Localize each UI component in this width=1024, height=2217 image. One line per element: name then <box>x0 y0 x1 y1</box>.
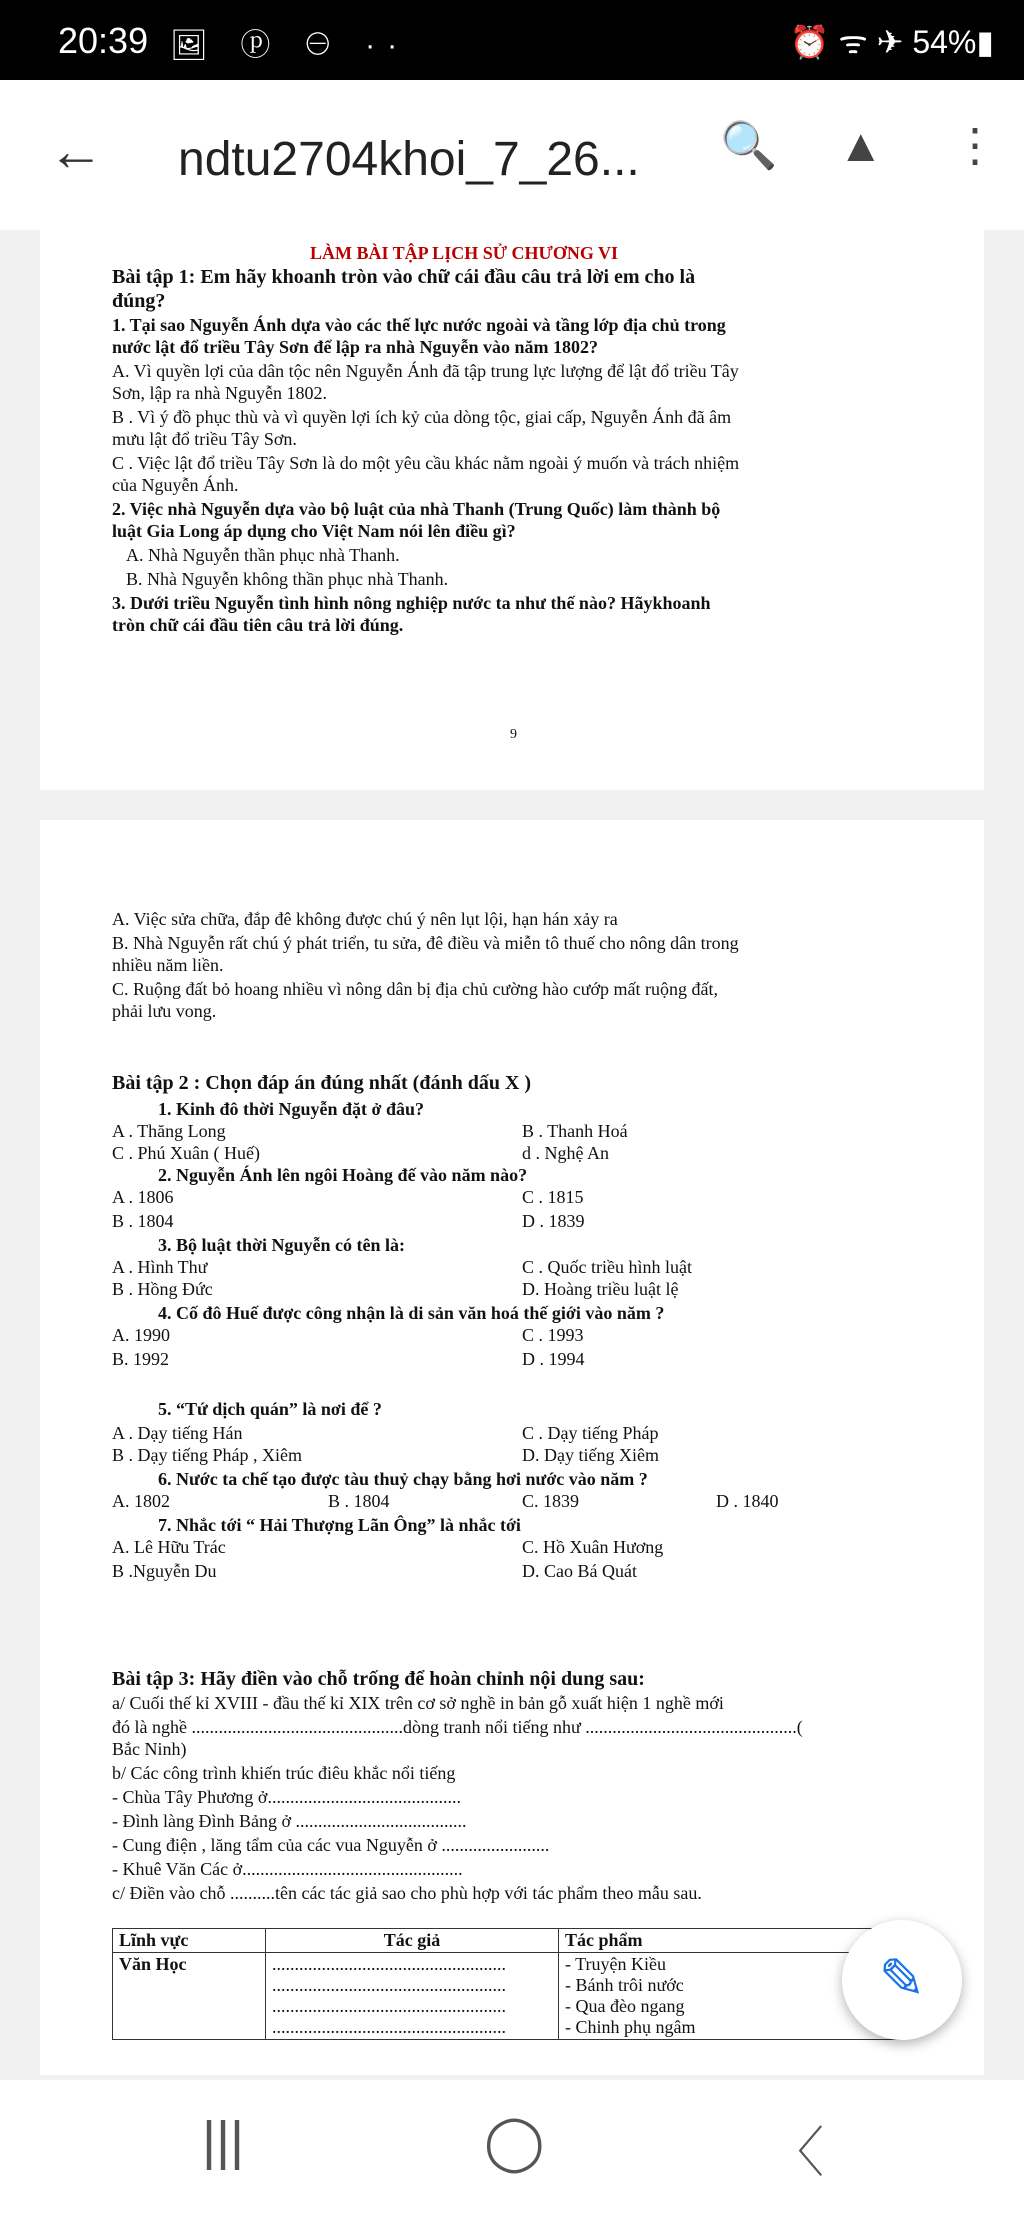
option: B . 1804 <box>112 1211 174 1231</box>
doc-line: C . Việc lật đổ triều Tây Sơn là do một yêu cầu khác nằm ngoài ý muốn và trách nhiệm <box>112 453 740 473</box>
doc-line: tròn chữ cái đầu tiên câu trả lời đúng. <box>112 615 404 635</box>
system-icons: ⏰ ᯤ ✈ 54%▮ <box>789 24 994 60</box>
option: A. 1990 <box>112 1325 170 1345</box>
blank-line: .................................................... <box>272 1975 506 1995</box>
option: B. 1992 <box>112 1349 170 1369</box>
option: C . Dạy tiếng Pháp <box>522 1423 659 1443</box>
doc-line: Sơn, lập ra nhà Nguyễn 1802. <box>112 383 327 403</box>
recent-apps-icon[interactable]: ||| <box>202 2111 245 2171</box>
table-cell: Văn Học <box>113 1953 266 2040</box>
question: 1. Kinh đô thời Nguyễn đặt ở đâu? <box>158 1099 425 1119</box>
option: C. Hồ Xuân Hương <box>522 1537 664 1557</box>
doc-line: A. Việc sửa chữa, đắp đê không được chú ý nên lụt lội, hạn hán xảy ra <box>112 909 618 929</box>
question: 3. Bộ luật thời Nguyễn có tên là: <box>158 1235 405 1255</box>
notification-icons: 🖼 ⓟ ⊖ ·· <box>170 29 410 62</box>
doc-line: Bắc Ninh) <box>112 1739 187 1759</box>
exercise-3-title: Bài tập 3: Hãy điền vào chỗ trống để hoàn chỉnh nội dung sau: <box>112 1668 645 1690</box>
work-title: - Chinh phụ ngâm <box>565 2017 696 2037</box>
doc-line: 2. Việc nhà Nguyễn dựa vào bộ luật của nhà Thanh (Trung Quốc) làm thành bộ <box>112 499 721 519</box>
doc-line: - Cung điện , lăng tẩm của các vua Nguyễn ở ........................ <box>112 1835 550 1855</box>
search-preview-icon[interactable]: 🔍 <box>720 119 778 171</box>
option: B . Dạy tiếng Pháp , Xiêm <box>112 1445 302 1465</box>
more-options-icon[interactable]: ⋮ <box>952 119 998 171</box>
doc-line: C. Ruộng đất bỏ hoang nhiều vì nông dân bị địa chủ cường hào cướp mất ruộng đất, <box>112 979 718 999</box>
question: 2. Nguyễn Ánh lên ngôi Hoàng đế vào năm nào? <box>158 1165 528 1185</box>
option: A . Hình Thư <box>112 1257 208 1277</box>
page-heading: LÀM BÀI TẬP LỊCH SỬ CHƯƠNG VI <box>310 243 619 263</box>
back-icon[interactable]: 〈 <box>770 2123 824 2183</box>
option: D. Hoàng triều luật lệ <box>522 1279 679 1299</box>
option: C. 1839 <box>522 1491 580 1511</box>
doc-line: nhiều năm liền. <box>112 955 224 975</box>
doc-line: a/ Cuối thế kỉ XVIII - đầu thế kỉ XIX trên cơ sở nghề in bản gỗ xuất hiện 1 nghề mới <box>112 1693 724 1713</box>
app-bar <box>0 80 1024 230</box>
option: A. 1802 <box>112 1491 170 1511</box>
blank-line: .................................................... <box>272 1996 506 2016</box>
back-arrow-icon[interactable]: ← <box>48 119 104 182</box>
option: D . 1839 <box>522 1211 585 1231</box>
option: D. Cao Bá Quát <box>522 1561 637 1581</box>
doc-line: B. Nhà Nguyễn không thần phục nhà Thanh. <box>126 569 449 589</box>
option: A . Thăng Long <box>112 1121 226 1141</box>
doc-line: B. Nhà Nguyễn rất chú ý phát triển, tu sửa, đê điều và miễn tô thuế cho nông dân trong <box>112 933 739 953</box>
doc-line: - Chùa Tây Phương ở........................................... <box>112 1787 461 1807</box>
document-page-1 <box>40 230 984 790</box>
table-header: Tác phẩm <box>559 1929 902 1953</box>
doc-line: Bài tập 1: Em hãy khoanh tròn vào chữ cái đầu câu trả lời em cho là <box>112 266 696 288</box>
blank-line: .................................................... <box>272 1954 506 1974</box>
doc-line: B . Vì ý đồ phục thù và vì quyền lợi ích kỷ của dòng tộc, giai cấp, Nguyễn Ánh đã âm <box>112 407 732 427</box>
work-title: - Truyện Kiều <box>565 1954 667 1974</box>
option: C . Quốc triều hình luật <box>522 1257 692 1277</box>
work-title: - Bánh trôi nước <box>565 1975 684 1995</box>
question: 7. Nhắc tới “ Hải Thượng Lãn Ông” là nhắc tới <box>158 1515 521 1535</box>
doc-line: A. Nhà Nguyễn thần phục nhà Thanh. <box>126 545 400 565</box>
option: A. Lê Hữu Trác <box>112 1537 226 1557</box>
blank-line: .................................................... <box>272 2017 506 2037</box>
option: D . 1994 <box>522 1349 585 1369</box>
doc-line: đúng? <box>112 290 166 312</box>
option: A . 1806 <box>112 1187 174 1207</box>
doc-line: - Đình làng Đình Bảng ở ...................................... <box>112 1811 467 1831</box>
table-header: Lĩnh vực <box>113 1929 266 1953</box>
home-icon[interactable]: ◯ <box>484 2112 545 2172</box>
navigation-bar <box>0 2080 1024 2217</box>
option: B .Nguyễn Du <box>112 1561 217 1581</box>
doc-line: phải lưu vong. <box>112 1001 217 1021</box>
doc-line: của Nguyễn Ánh. <box>112 475 239 495</box>
edit-pencil-icon[interactable]: ✎ <box>842 1920 962 2040</box>
option: C . 1815 <box>522 1187 584 1207</box>
page-number: 9 <box>510 727 517 742</box>
doc-line: 1. Tại sao Nguyễn Ánh dựa vào các thế lực nước ngoài và tầng lớp địa chủ trong <box>112 315 726 335</box>
table-cell <box>266 1953 559 2040</box>
doc-line: c/ Điền vào chỗ ..........tên các tác giả sao cho phù hợp với tác phẩm theo mẫu sau. <box>112 1883 702 1903</box>
status-time: 20:39 <box>58 20 149 61</box>
option: B . Thanh Hoá <box>522 1121 628 1141</box>
document-title: ndtu2704khoi_7_26... <box>178 133 640 186</box>
status-bar <box>0 0 1024 80</box>
option: C . 1993 <box>522 1325 584 1345</box>
add-to-drive-icon[interactable]: ▲ <box>838 119 884 171</box>
work-title: - Qua đèo ngang <box>565 1996 685 2016</box>
option: A . Dạy tiếng Hán <box>112 1423 243 1443</box>
doc-line: luật Gia Long áp dụng cho Việt Nam nói lên điều gì? <box>112 521 516 541</box>
doc-line: A. Vì quyền lợi của dân tộc nên Nguyễn Ánh đã tập trung lực lượng để lật đổ triều Tây <box>112 361 739 381</box>
question: 4. Cố đô Huế được công nhận là di sản văn hoá thế giới vào năm ? <box>158 1303 665 1323</box>
doc-line: 3. Dưới triều Nguyễn tình hình nông nghiệp nước ta như thế nào? Hãykhoanh <box>112 593 711 613</box>
doc-line: mưu lật đổ triều Tây Sơn. <box>112 429 297 449</box>
doc-line: b/ Các công trình khiến trúc điêu khắc nổi tiếng <box>112 1763 456 1783</box>
option: D . 1840 <box>716 1491 779 1511</box>
table-header: Tác giả <box>266 1929 559 1953</box>
doc-line: đó là nghề ...............................................dòng tranh nổi tiếng như ...............................................( <box>112 1717 803 1737</box>
option: D. Dạy tiếng Xiêm <box>522 1445 659 1465</box>
document-page-2 <box>40 820 984 2075</box>
doc-line: nước lật đổ triều Tây Sơn để lập ra nhà Nguyễn vào năm 1802? <box>112 337 598 357</box>
option: B . 1804 <box>328 1491 390 1511</box>
option: d . Nghệ An <box>522 1143 609 1163</box>
exercise-2-title: Bài tập 2 : Chọn đáp án đúng nhất (đánh dấu X ) <box>112 1072 532 1094</box>
option: C . Phú Xuân ( Huế) <box>112 1143 260 1163</box>
question: 5. “Tứ dịch quán” là nơi để ? <box>158 1399 382 1419</box>
author-works-table <box>112 1928 902 2040</box>
doc-line: - Khuê Văn Các ở................................................. <box>112 1859 463 1879</box>
question: 6. Nước ta chế tạo được tàu thuỷ chạy bằng hơi nước vào năm ? <box>158 1469 648 1489</box>
option: B . Hồng Đức <box>112 1279 213 1299</box>
